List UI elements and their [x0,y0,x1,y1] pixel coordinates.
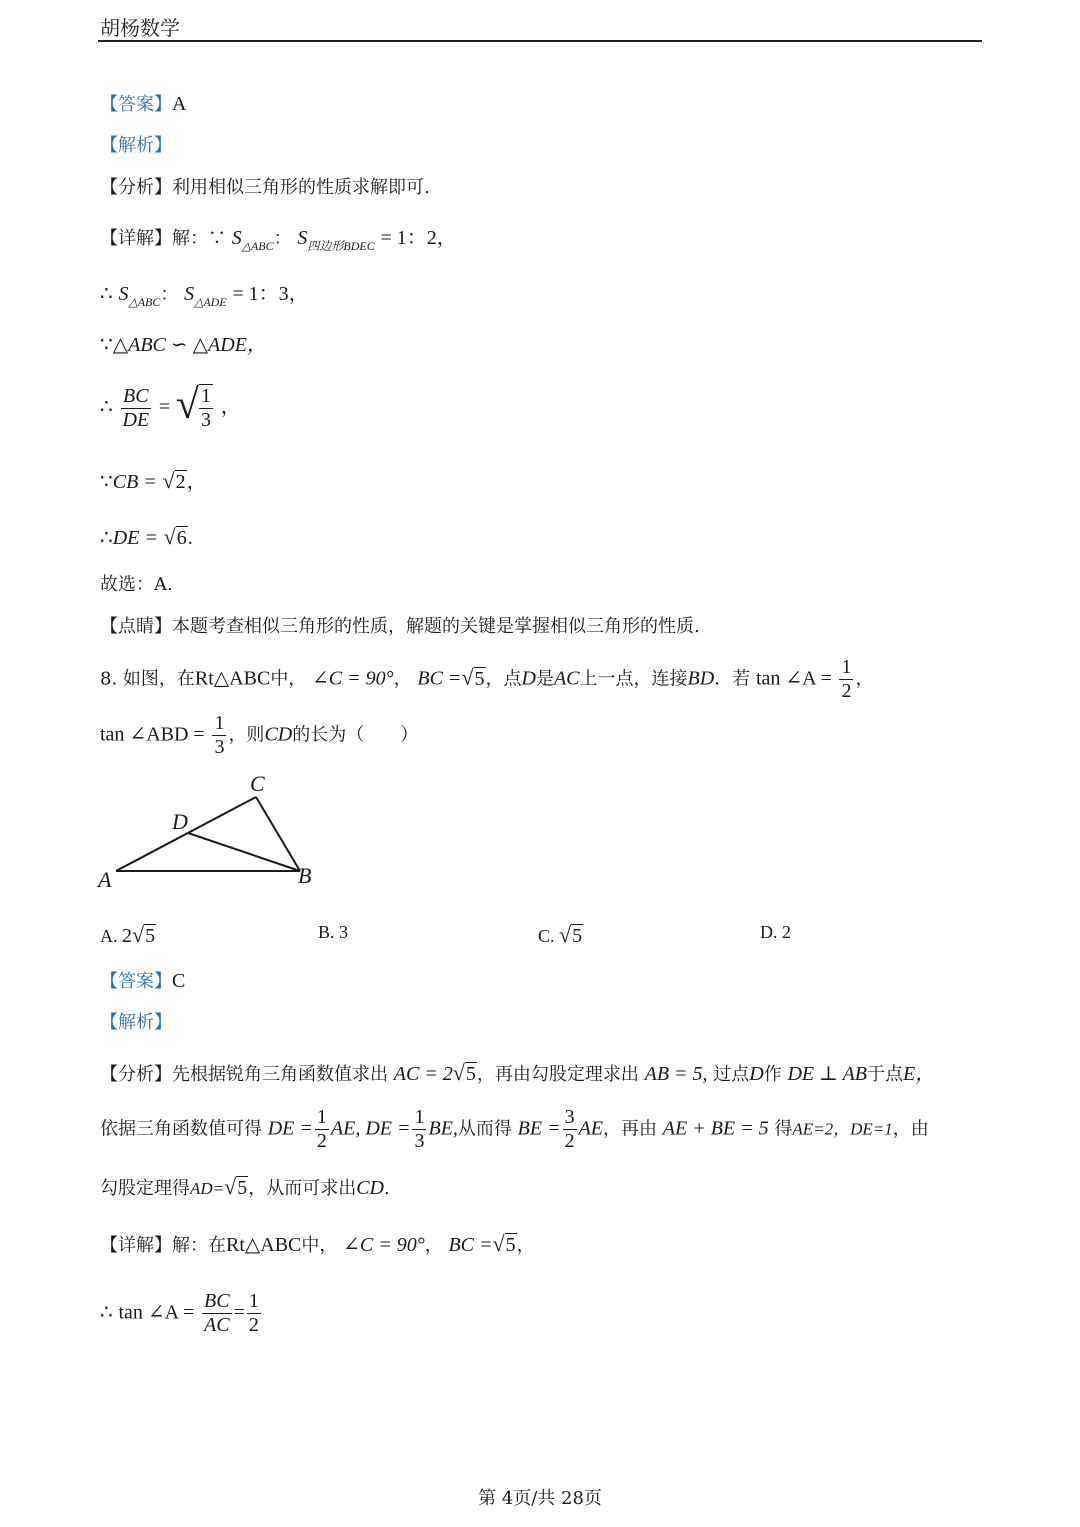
options-row [100,922,980,946]
xiangjie-tag: 【详解】 [100,228,172,249]
step2: ∴ $S_{\triangle ABC}$： $S_{\triangle ADE} = 1$：3， [100,283,309,309]
fenxi8-line-3: 勾股定理得AD=√5，从而可求出CD. [100,1174,390,1199]
fenxi-line [100,179,430,197]
fenxi8-line-1: 【分析】先根据锐角三角函数值求出 AC = 2√5，再由勾股定理求出 AB = 5, 过点D作 DE ⊥ AB于点E， [100,1060,936,1085]
dianjing-line [100,618,700,636]
answer-tag: 【答案】 [100,94,172,115]
xiangjie-step1: 【详解】解：∵ $S_{\triangle ABC}$： $S_{四边形BDEC} = 1$：2， [100,227,457,253]
header-rule [98,40,982,42]
fraction-one-third: $\frac{1}{3}$ [214,712,225,758]
dianjing-tag: 【点睛】 [100,616,172,637]
fenxi-tag: 【分析】 [100,177,172,198]
step4: ∴ $\frac{BC}{DE}$ = √ $\frac{1}{3}$ ， [100,382,241,431]
fraction-one-half: $\frac{1}{2}$ [841,656,852,702]
vertex-b-label: B [298,863,312,888]
vertex-d-label: D [172,809,188,834]
step5: ∵CB = √2， [100,468,207,493]
answer-line [100,94,186,114]
option-b[interactable]: B. 3 [318,922,349,942]
answer-value: A [172,93,187,115]
question-line-2: tan ∠ABD = $\frac{1}{3}$ ，则CD的长为（ ） [100,712,419,758]
vertex-a-label: A [98,867,112,892]
step3: ∵△ABC ∽ △ADE， [100,334,267,356]
sqrt-one-third: √ $\frac{1}{3}$ [175,382,211,431]
analysis8-tag: 【解析】 [100,1012,172,1033]
xiangjie-lead: 解：∵ [172,228,226,249]
option-d[interactable]: D. 2 [760,922,791,942]
xiangjie8-line-1: 【详解】解：在Rt△ABC中， ∠C = 90°， BC =√5， [100,1231,535,1256]
fraction-bc-de: $\frac{BC}{DE}$ [122,384,150,431]
edge-cb [256,797,300,871]
fenxi-text: 利用相似三角形的性质求解即可. [172,177,430,198]
page-footer: 第 4页/共 28页 [478,1488,602,1509]
header-title: 胡杨数学 [100,16,180,40]
answer8-value: C [172,970,186,992]
xiangjie8-line-2: ∴ tan ∠A = $\frac{BC}{AC}$ = $\frac{1}{2}$ [100,1290,259,1336]
vertex-c-label: C [250,771,265,796]
question-line-1: 8. 如图，在Rt△ABC中， ∠C = 90°， BC =√5，点D是AC上一点，连接BD．若 tan ∠A = $\frac{1}{2}$ ， [100,656,874,702]
dianjing-text: 本题考查相似三角形的性质，解题的关键是掌握相似三角形的性质. [172,616,700,637]
answer8-tag: 【答案】 [100,971,172,992]
segment-bd [188,833,300,871]
fenxi8-line-2: 依据三角函数值可得 DE = $\frac{1}{2}$ AE, DE = $\frac{1}{3}$ BE,从而得 BE = $\frac{3}{2}$ AE，再由 AE + BE = 5 得AE=2，DE=1，由 [100,1106,929,1152]
choose-line: 故选：A. [100,574,173,595]
option-a[interactable]: A. 2√5 [100,922,156,947]
step6: ∴DE = √6. [100,524,193,549]
triangle-figure [90,765,330,895]
analysis-tag: 【解析】 [100,135,172,156]
answer8-line [100,971,185,991]
option-c[interactable]: C. √5 [538,922,583,947]
